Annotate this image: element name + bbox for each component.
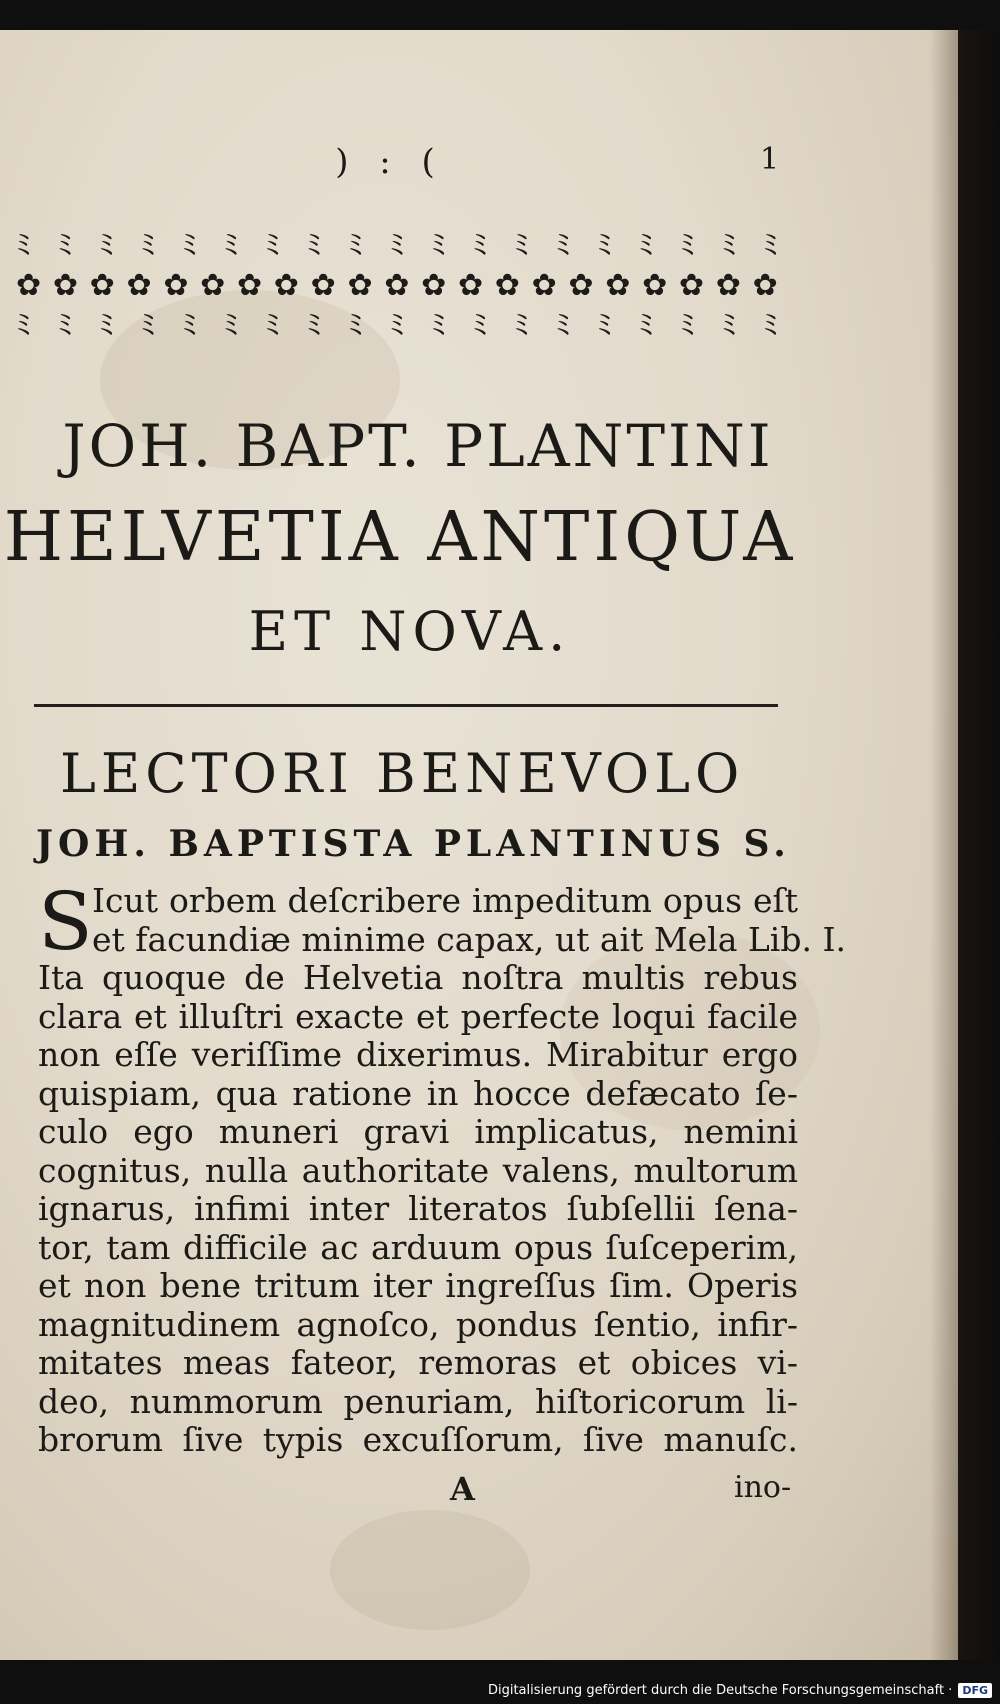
text-line: Icut orbem deſcribere impeditum opus eſt <box>92 881 798 920</box>
ornament-row <box>16 226 778 266</box>
ornament-glyph: ✿ <box>89 268 115 303</box>
page-number: 1 <box>760 142 780 177</box>
text-line: quispiam, qua ratione in hocce defæcato ſe- <box>38 1073 798 1113</box>
signature-mark: A <box>450 1470 475 1508</box>
text-line: culo ego muneri gravi implicatus, nemini <box>38 1112 798 1151</box>
ornament-glyph: ﾐ <box>306 308 322 343</box>
preface-heading: LECTORI BENEVOLO <box>60 742 745 805</box>
text-line: Ita quoque de Helvetia noſtra multis rebus <box>38 958 798 997</box>
ornament-glyph: ﾐ <box>431 308 446 343</box>
ornament-glyph: ✿ <box>163 268 189 303</box>
page-edge-shading <box>930 30 958 1660</box>
ornament-glyph: ✿ <box>126 268 152 303</box>
ornament-glyph: ✿ <box>52 268 78 303</box>
text-line: magnitudinem agnoſco, pondus ſentio, infir- <box>38 1304 798 1344</box>
paper-stain <box>330 1510 530 1630</box>
ornament-glyph: ﾐ <box>680 228 695 263</box>
ornament-glyph: ✿ <box>200 268 226 303</box>
dfg-logo: DFG <box>958 1683 992 1698</box>
ornament-glyph: ﾐ <box>721 228 737 263</box>
ornament-glyph: ✿ <box>715 268 741 303</box>
ornament-glyph: ﾐ <box>597 228 612 263</box>
text-line: et facundiæ minime capax, ut ait Mela Lib. I. <box>92 919 846 959</box>
text-line: clara et illuſtri exacte et perfecte loqui facile <box>38 996 798 1036</box>
ornament-glyph: ﾐ <box>57 228 73 263</box>
book-title-line-2: HELVETIA ANTIQUA <box>3 498 797 577</box>
ornament-glyph: ﾐ <box>555 228 571 263</box>
ornament-glyph: ﾐ <box>638 308 654 343</box>
book-title-line-3: ET NOVA. <box>248 600 572 663</box>
ornament-glyph: ﾐ <box>99 308 114 343</box>
ornament-glyph: ﾐ <box>223 308 239 343</box>
ornament-glyph: ﾐ <box>16 228 31 263</box>
ornament-glyph: ✿ <box>384 268 410 303</box>
text-line: deo, nummorum penuriam, hiſtoricorum li- <box>38 1381 798 1421</box>
ornament-glyph: ﾐ <box>431 228 446 263</box>
ornament-glyph: ✿ <box>16 268 42 303</box>
text-line: non eſſe veriſſime dixerimus. Mirabitur ergo <box>38 1035 798 1074</box>
ornament-glyph: ﾐ <box>182 228 197 263</box>
ornament-glyph: ✿ <box>494 268 520 303</box>
ornament-glyph: ✿ <box>421 268 447 303</box>
ornament-glyph: ﾐ <box>763 228 778 263</box>
ornament-row <box>16 306 778 346</box>
ornament-glyph: ﾐ <box>265 308 280 343</box>
ornament-glyph: ﾐ <box>555 308 571 343</box>
drop-cap: S <box>38 875 93 968</box>
ornament-glyph: ﾐ <box>680 308 695 343</box>
text-line: mitates meas fateor, remoras et obices vi- <box>38 1343 798 1382</box>
ornament-glyph: ✿ <box>347 268 373 303</box>
ornament-glyph: ﾐ <box>389 228 405 263</box>
ornament-glyph: ✿ <box>752 268 778 303</box>
ornament-glyph: ﾐ <box>182 308 197 343</box>
text-line: tor, tam difficile ac arduum opus ſuſceperim, <box>38 1227 798 1267</box>
catchword: ino- <box>734 1470 792 1505</box>
book-title-line-1: JOH. BAPT. PLANTINI <box>62 412 774 480</box>
horizontal-rule <box>34 704 778 707</box>
ornament-glyph: ﾐ <box>514 228 529 263</box>
ornament-glyph: ﾐ <box>99 228 114 263</box>
ornament-glyph: ✿ <box>531 268 557 303</box>
ornament-glyph: ✿ <box>236 268 263 303</box>
preface-author: JOH. BAPTISTA PLANTINUS S. <box>36 823 791 865</box>
ornament-glyph: ﾐ <box>348 308 363 343</box>
ornament-glyph: ﾐ <box>597 308 612 343</box>
ornament-glyph: ﾐ <box>472 228 488 263</box>
ornament-glyph: ﾐ <box>721 308 737 343</box>
ornament-glyph: ✿ <box>642 268 668 303</box>
ornament-glyph: ﾐ <box>763 308 778 343</box>
ornament-glyph: ﾐ <box>140 308 156 343</box>
text-line: et non bene tritum iter ingreſſus ſim. Operis <box>38 1266 798 1305</box>
ornament-glyph: ﾐ <box>348 228 363 263</box>
digitization-credit <box>488 1683 992 1698</box>
ornament-glyph: ✿ <box>273 268 299 303</box>
ornament-glyph: ﾐ <box>514 308 529 343</box>
body-text <box>38 875 846 1460</box>
ornament-glyph: ✿ <box>605 268 631 303</box>
ornament-glyph: ﾐ <box>472 308 488 343</box>
ornament-glyph: ﾐ <box>306 228 322 263</box>
ornament-row <box>16 266 778 306</box>
ornament-glyph: ﾐ <box>638 228 654 263</box>
ornament-glyph: ✿ <box>310 268 336 303</box>
text-line: ignarus, infimi inter literatos ſubſellii ſena- <box>38 1189 798 1228</box>
ornament-glyph: ﾐ <box>140 228 156 263</box>
text-line: cognitus, nulla authoritate valens, multorum <box>38 1150 798 1190</box>
ornament-glyph: ﾐ <box>16 308 31 343</box>
ornament-glyph: ✿ <box>568 268 594 303</box>
credit-text: Digitalisierung gefördert durch die Deutsche Forschungsgemeinschaft · <box>487 1683 953 1698</box>
ornamental-border <box>16 226 778 346</box>
running-head: ) : ( <box>335 142 445 182</box>
ornament-glyph: ﾐ <box>389 308 405 343</box>
ornament-glyph: ✿ <box>678 268 705 303</box>
ornament-glyph: ✿ <box>457 268 484 303</box>
book-page <box>0 30 958 1660</box>
ornament-glyph: ﾐ <box>57 308 73 343</box>
text-line: brorum ſive typis excuſſorum, ſive manuſc. <box>38 1420 798 1459</box>
ornament-glyph: ﾐ <box>223 228 239 263</box>
ornament-glyph: ﾐ <box>265 228 280 263</box>
